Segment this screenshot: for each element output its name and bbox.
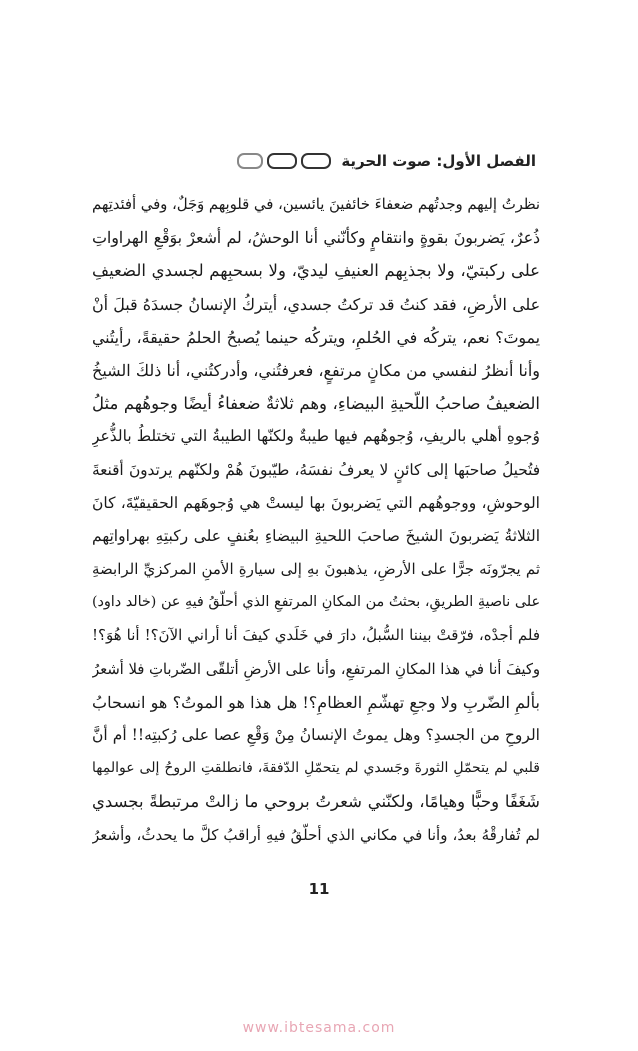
text-line: بألمِ الضّربِ ولا وجعِ تهشّمِ العظامِ؟! هل هذا هو الموتُ؟ هو انسحابُ bbox=[92, 692, 540, 712]
text-line: على ناصيةِ الطريقِ، بحثتُ من المكانِ المرتفعِ الذي أحلّقُ فيهِ عن (خالد داود) bbox=[92, 594, 540, 611]
header-ornament bbox=[237, 153, 331, 169]
text-line: يموتَ؟ نعم، يتركُه في الحُلمِ، ويتركُه حينما يُصبحُ الحلمُ حقيقةً، رأيتُني bbox=[92, 327, 540, 347]
text-line: ثم يجرّونَه جرًّا على الأرضِ، يذهبونَ بهِ إلى سيارةِ الأمنِ المركزيِّ الرابضةِ bbox=[92, 560, 540, 579]
body-text bbox=[92, 188, 540, 852]
text-line: الضعيفُ صاحبُ اللّحيةِ البيضاءِ، وهم ثلاثةٌ ضعفاءُ أيضًا وجوهُهم مثلُ bbox=[92, 394, 540, 414]
text-line: على ركبتيّ، ولا بجذبِهم العنيفِ ليديّ، ولا بسحبِهم لجسدي الضعيفِ bbox=[92, 261, 540, 281]
text-line: فتُحيلُ صاحبَها إلى كائنٍ لا يعرفُ نفسَهُ، طيّبونَ هُمْ ولكنّهم يرتدونَ أقنعةَ bbox=[92, 460, 540, 479]
text-line: الروحِ من الجسدِ؟ وهل يموتُ الإنسانُ مِنْ وَقْعِ عصا على رُكبتِه!! أم أنَّ bbox=[92, 726, 540, 744]
page-number: 11 bbox=[308, 880, 330, 898]
text-line: وكيفَ أنا في هذا المكانِ المرتفعِ، وأنا على الأرضِ أتلقّى الضّرباتِ فلا أشعرُ bbox=[92, 660, 540, 678]
text-line: نظرتُ إليهم وجدتُهم ضعفاءَ خائفينَ يائسين، في قلوبِهم وَجَلٌ، وفي أفئدتِهم bbox=[92, 196, 540, 213]
text-line: وأنا أنظرُ لنفسي من مكانٍ مرتفعٍ، فعرفتُني، وأدركتُني، أنا ذلكَ الشيخُ bbox=[92, 360, 540, 380]
ornament-ring-3 bbox=[237, 153, 263, 169]
text-line: الثلاثةُ يَضربونَ الشيخَ صاحبَ اللحيةِ البيضاءِ بعُنفٍ على ركبتِهِ بهراواتِهم bbox=[92, 526, 540, 545]
watermark-link[interactable]: www.ibtesama.com bbox=[242, 1020, 396, 1036]
text-line: فلم أجدْه، فرّقتْ بيننا السُّبلُ، دارَ في خَلَدي كيفَ أنا أراني الآنَ؟! أنا هُوَ؟! bbox=[92, 626, 540, 645]
text-line: قلبي لم يتحمّلِ الثورةَ وجَسدي لم يتحمّلِ الدّفقةَ، فانطلقتِ الروحُ إلى عوالمِها bbox=[92, 760, 540, 777]
text-line: وُجوهِ أهلي بالريفِ، وُجوهُهم فيها طيبةٌ ولكنّها الطيبةُ التي تختلطُ بالذُّعرِ bbox=[92, 427, 540, 446]
running-header bbox=[96, 148, 536, 174]
text-line: الوحوشِ، ووجوهُهم التي يَضربونَ بها ليستْ هي وُجوهَهم الحقيقيّةَ، كانَ bbox=[92, 493, 540, 512]
text-line: ذُعرٌ، يَضربونَ بقوةٍ وانتقامٍ وكأنّني أنا الوحشُ، لم أشعرْ بوَقْعِ الهراواتِ bbox=[92, 228, 540, 248]
chapter-title: الفصل الأول: صوت الحرية bbox=[341, 152, 536, 170]
text-line: شَغَفًا وحبًّا وهيامًا، ولكنّني شعرتُ بروحي ما زالتْ مرتبطةً بجسدي bbox=[92, 792, 540, 812]
ornament-ring-2 bbox=[267, 153, 297, 169]
ornament-ring-1 bbox=[301, 153, 331, 169]
text-line: لم تُفارقْهُ بعدُ، وأنا في مكاني الذي أحلّقُ فيهِ أراقبُ كلَّ ما يحدثُ، وأشعرُ bbox=[92, 825, 540, 844]
text-line: على الأرضِ، فقد كنتُ قد تركتُ جسدي، أيتركُ الإنسانُ جسدَهُ قبلَ أنْ bbox=[92, 294, 540, 314]
